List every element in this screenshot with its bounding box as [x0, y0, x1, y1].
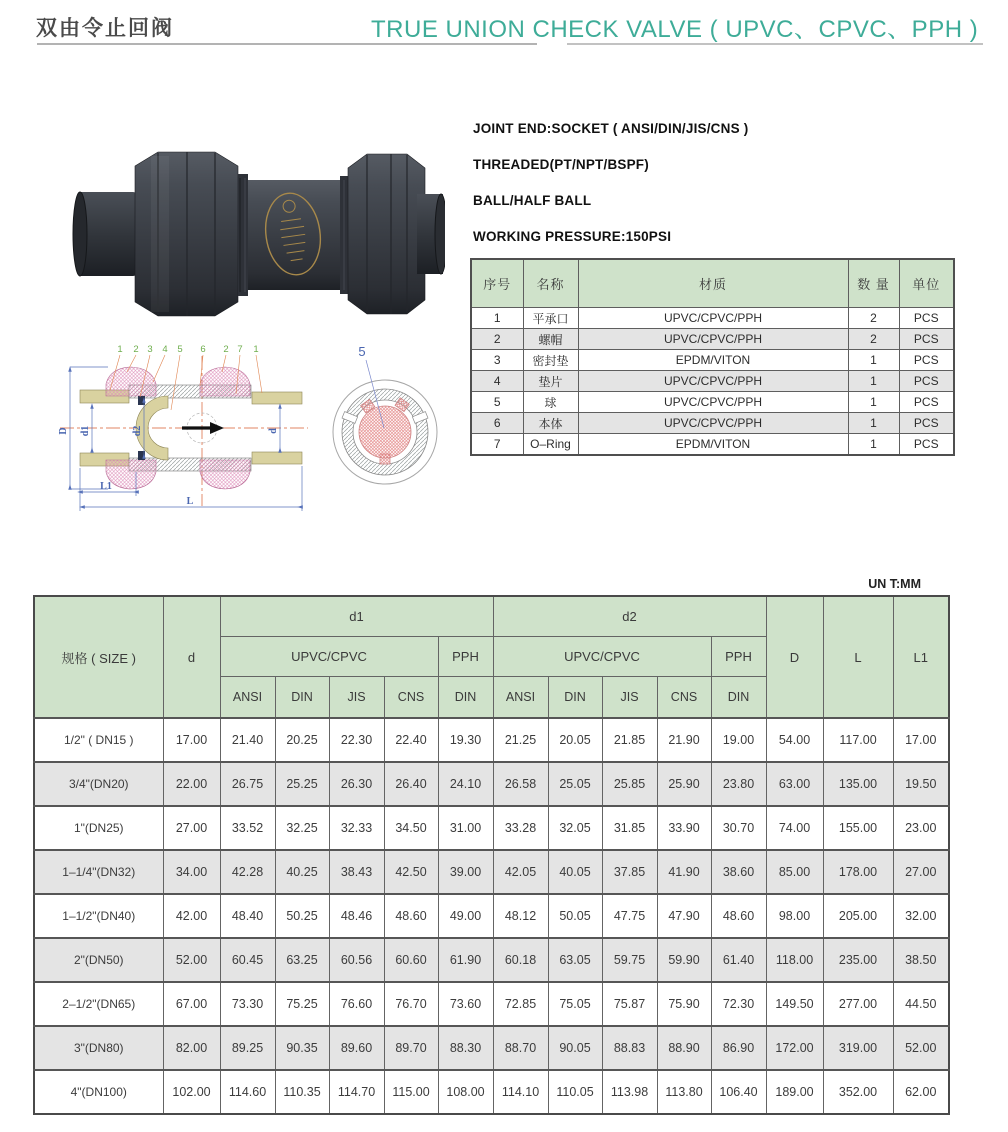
size-table-row-cell: 114.70	[329, 1070, 384, 1114]
size-table-row-cell: 1–1/4"(DN32)	[34, 850, 163, 894]
size-table-row-cell: 48.46	[329, 894, 384, 938]
parts-table-row-cell: UPVC/CPVC/PPH	[578, 392, 848, 413]
parts-table-row-cell: PCS	[899, 371, 954, 392]
std-ansi-d1: ANSI	[220, 677, 275, 719]
parts-table-row-cell: UPVC/CPVC/PPH	[578, 329, 848, 350]
size-table-row-cell: 38.50	[893, 938, 949, 982]
size-table-row-cell: 60.56	[329, 938, 384, 982]
size-table-row-cell: 118.00	[766, 938, 823, 982]
size-table-row-cell: 33.52	[220, 806, 275, 850]
size-table-row-cell: 48.60	[384, 894, 438, 938]
parts-table-row-cell: PCS	[899, 308, 954, 329]
size-table-row-cell: 75.90	[657, 982, 711, 1026]
dim-label-D: D	[58, 427, 69, 435]
std-din-pph-d2: DIN	[711, 677, 766, 719]
size-table-row-cell: 75.05	[548, 982, 602, 1026]
size-table-row-cell: 88.30	[438, 1026, 493, 1070]
size-table-row-cell: 34.50	[384, 806, 438, 850]
size-table-row-cell: 72.85	[493, 982, 548, 1026]
size-table-row-cell: 44.50	[893, 982, 949, 1026]
size-table-row-cell: 90.05	[548, 1026, 602, 1070]
std-ansi-d2: ANSI	[493, 677, 548, 719]
callout-3: 3	[147, 344, 153, 355]
parts-header-material: 材质	[578, 259, 848, 308]
size-table-row-cell: 277.00	[823, 982, 893, 1026]
size-table-row-cell: 59.75	[602, 938, 657, 982]
size-table-row-cell: 102.00	[163, 1070, 220, 1114]
std-cns-d1: CNS	[384, 677, 438, 719]
parts-table-row-cell: PCS	[899, 350, 954, 371]
size-table-row-cell: 3"(DN80)	[34, 1026, 163, 1070]
parts-table-row-cell: 2	[848, 329, 899, 350]
size-table-row-cell: 155.00	[823, 806, 893, 850]
size-table-row-cell: 62.00	[893, 1070, 949, 1114]
technical-drawing	[40, 340, 460, 520]
size-table-row-cell: 32.05	[548, 806, 602, 850]
size-table-row-cell: 88.70	[493, 1026, 548, 1070]
size-table-row-cell: 17.00	[893, 718, 949, 762]
size-table-row	[34, 1070, 949, 1114]
size-table-row-cell: 98.00	[766, 894, 823, 938]
size-table-row-cell: 54.00	[766, 718, 823, 762]
parts-table-row-cell: UPVC/CPVC/PPH	[578, 308, 848, 329]
parts-table-body	[471, 308, 954, 456]
size-table-row-cell: 60.45	[220, 938, 275, 982]
size-table-row-cell: 25.85	[602, 762, 657, 806]
size-table-row-cell: 1"(DN25)	[34, 806, 163, 850]
product-photo	[55, 98, 445, 338]
parts-table-row-cell: 本体	[523, 413, 578, 434]
callout-1a: 1	[117, 344, 123, 355]
size-header-size: 规格 ( SIZE )	[34, 596, 163, 718]
parts-table-row-cell: PCS	[899, 434, 954, 456]
size-table-row-cell: 75.25	[275, 982, 329, 1026]
size-header-L1: L1	[893, 596, 949, 718]
size-table-row-cell: 117.00	[823, 718, 893, 762]
size-table-row-cell: 82.00	[163, 1026, 220, 1070]
size-table-row-cell: 85.00	[766, 850, 823, 894]
size-table	[33, 595, 950, 1115]
callout-2a: 2	[133, 344, 139, 355]
size-table-row-cell: 114.60	[220, 1070, 275, 1114]
parts-header-unit: 单位	[899, 259, 954, 308]
size-header-upvc-d2: UPVC/CPVC	[493, 637, 711, 677]
parts-table-row-cell: 1	[848, 413, 899, 434]
parts-header-row	[471, 259, 954, 308]
size-table-row	[34, 762, 949, 806]
size-table-row	[34, 982, 949, 1026]
std-jis-d2: JIS	[602, 677, 657, 719]
size-table-row-cell: 72.30	[711, 982, 766, 1026]
parts-table-row-cell: 1	[848, 392, 899, 413]
size-table-row-cell: 21.40	[220, 718, 275, 762]
dim-label-d: d	[268, 428, 279, 434]
size-table-row-cell: 26.75	[220, 762, 275, 806]
size-table-row-cell: 61.40	[711, 938, 766, 982]
size-table-row-cell: 1/2" ( DN15 )	[34, 718, 163, 762]
size-table-row-cell: 32.25	[275, 806, 329, 850]
size-table-row-cell: 52.00	[893, 1026, 949, 1070]
parts-table-row-cell: 4	[471, 371, 523, 392]
size-table-row-cell: 73.30	[220, 982, 275, 1026]
parts-table-row-cell: 球	[523, 392, 578, 413]
size-table-row-cell: 40.25	[275, 850, 329, 894]
parts-table-row-cell: 2	[471, 329, 523, 350]
size-table-row-cell: 73.60	[438, 982, 493, 1026]
size-table-row-cell: 75.87	[602, 982, 657, 1026]
size-table-row-cell: 23.80	[711, 762, 766, 806]
size-table-row-cell: 63.25	[275, 938, 329, 982]
size-header-pph-d1: PPH	[438, 637, 493, 677]
size-table-row-cell: 33.28	[493, 806, 548, 850]
size-table-row-cell: 61.90	[438, 938, 493, 982]
size-table-row-cell: 48.60	[711, 894, 766, 938]
cross-section-view	[58, 344, 308, 511]
size-header-pph-d2: PPH	[711, 637, 766, 677]
size-table-row	[34, 1026, 949, 1070]
size-table-row	[34, 894, 949, 938]
parts-table-row	[471, 392, 954, 413]
spec-line-pressure: WORKING PRESSURE:150PSI	[473, 229, 672, 244]
size-table-row-cell: 2–1/2"(DN65)	[34, 982, 163, 1026]
size-table-row-cell: 189.00	[766, 1070, 823, 1114]
parts-table-row-cell: O–Ring	[523, 434, 578, 456]
parts-table	[470, 258, 955, 456]
size-table-row-cell: 89.60	[329, 1026, 384, 1070]
size-table-row-cell: 22.40	[384, 718, 438, 762]
size-table-row-cell: 74.00	[766, 806, 823, 850]
size-table-row-cell: 88.83	[602, 1026, 657, 1070]
title-underline-right	[567, 43, 983, 45]
parts-table-row-cell: 螺帽	[523, 329, 578, 350]
size-table-row-cell: 42.28	[220, 850, 275, 894]
size-table-row-cell: 50.25	[275, 894, 329, 938]
size-header-d1: d1	[220, 596, 493, 637]
size-table-row-cell: 22.30	[329, 718, 384, 762]
size-table-row-cell: 48.40	[220, 894, 275, 938]
size-table-row-cell: 32.00	[893, 894, 949, 938]
parts-table-row-cell: 2	[848, 308, 899, 329]
size-table-row-cell: 41.90	[657, 850, 711, 894]
size-table-row-cell: 42.00	[163, 894, 220, 938]
parts-table-row	[471, 350, 954, 371]
size-header-upvc-d1: UPVC/CPVC	[220, 637, 438, 677]
size-table-row-cell: 319.00	[823, 1026, 893, 1070]
size-table-row-cell: 32.33	[329, 806, 384, 850]
parts-table-row-cell: UPVC/CPVC/PPH	[578, 413, 848, 434]
size-table-row-cell: 30.70	[711, 806, 766, 850]
size-table-row-cell: 31.00	[438, 806, 493, 850]
size-table-row-cell: 25.25	[275, 762, 329, 806]
size-table-row-cell: 38.43	[329, 850, 384, 894]
size-table-row-cell: 113.80	[657, 1070, 711, 1114]
size-table-row-cell: 63.05	[548, 938, 602, 982]
size-table-row-cell: 172.00	[766, 1026, 823, 1070]
size-table-row-cell: 20.25	[275, 718, 329, 762]
size-table-row-cell: 37.85	[602, 850, 657, 894]
size-table-row-cell: 1–1/2"(DN40)	[34, 894, 163, 938]
size-table-row-cell: 21.25	[493, 718, 548, 762]
size-table-row-cell: 24.10	[438, 762, 493, 806]
size-table-row-cell: 48.12	[493, 894, 548, 938]
unit-note: UN T:MM	[868, 577, 921, 591]
size-table-row-cell: 113.98	[602, 1070, 657, 1114]
size-table-row-cell: 47.75	[602, 894, 657, 938]
end-view	[333, 344, 437, 484]
parts-table-row	[471, 329, 954, 350]
size-table-row-cell: 205.00	[823, 894, 893, 938]
parts-table-row-cell: 3	[471, 350, 523, 371]
parts-table-row-cell: 平承口	[523, 308, 578, 329]
size-table-row-cell: 89.70	[384, 1026, 438, 1070]
spec-line-ball: BALL/HALF BALL	[473, 193, 592, 208]
callout-4: 4	[162, 344, 168, 355]
parts-table-row-cell: 1	[848, 350, 899, 371]
parts-table-row-cell: PCS	[899, 392, 954, 413]
std-din-d2: DIN	[548, 677, 602, 719]
parts-table-row-cell: PCS	[899, 329, 954, 350]
callout-2b: 2	[223, 344, 229, 355]
size-table-row-cell: 76.70	[384, 982, 438, 1026]
size-header-D: D	[766, 596, 823, 718]
parts-table-row-cell: PCS	[899, 413, 954, 434]
dim-label-L: L	[186, 496, 194, 507]
size-table-row	[34, 718, 949, 762]
size-table-row-cell: 21.90	[657, 718, 711, 762]
parts-header-no: 序号	[471, 259, 523, 308]
size-table-row-cell: 38.60	[711, 850, 766, 894]
size-table-row-cell: 50.05	[548, 894, 602, 938]
size-table-row-cell: 19.00	[711, 718, 766, 762]
size-table-row-cell: 235.00	[823, 938, 893, 982]
spec-line-threaded: THREADED(PT/NPT/BSPF)	[473, 157, 649, 172]
parts-header-name: 名称	[523, 259, 578, 308]
parts-table-row-cell: 密封垫	[523, 350, 578, 371]
page-title-chinese: 双由令止回阀	[36, 17, 174, 40]
size-table-row-cell: 49.00	[438, 894, 493, 938]
callout-5: 5	[177, 344, 183, 355]
callout-1b: 1	[253, 344, 259, 355]
size-table-row-cell: 88.90	[657, 1026, 711, 1070]
size-table-row-cell: 39.00	[438, 850, 493, 894]
size-table-row-cell: 26.58	[493, 762, 548, 806]
size-header-L: L	[823, 596, 893, 718]
parts-header-qty: 数 量	[848, 259, 899, 308]
size-table-row-cell: 19.50	[893, 762, 949, 806]
size-table-row-cell: 27.00	[893, 850, 949, 894]
size-table-body	[34, 718, 949, 1114]
parts-table-row	[471, 371, 954, 392]
parts-table-row-cell: EPDM/VITON	[578, 350, 848, 371]
parts-table-row-cell: 1	[471, 308, 523, 329]
size-table-row-cell: 108.00	[438, 1070, 493, 1114]
std-din-pph-d1: DIN	[438, 677, 493, 719]
size-table-row-cell: 89.25	[220, 1026, 275, 1070]
size-table-row-cell: 31.85	[602, 806, 657, 850]
std-jis-d1: JIS	[329, 677, 384, 719]
parts-table-row-cell: 7	[471, 434, 523, 456]
size-table-row-cell: 26.40	[384, 762, 438, 806]
size-table-row-cell: 110.35	[275, 1070, 329, 1114]
size-table-row-cell: 178.00	[823, 850, 893, 894]
size-table-row-cell: 25.05	[548, 762, 602, 806]
size-table-row-cell: 60.18	[493, 938, 548, 982]
size-table-row-cell: 110.05	[548, 1070, 602, 1114]
parts-table-row-cell: 5	[471, 392, 523, 413]
size-table-row	[34, 806, 949, 850]
size-table-row-cell: 63.00	[766, 762, 823, 806]
size-table-row	[34, 850, 949, 894]
std-cns-d2: CNS	[657, 677, 711, 719]
size-table-row-cell: 114.10	[493, 1070, 548, 1114]
size-table-row-cell: 135.00	[823, 762, 893, 806]
size-table-row-cell: 90.35	[275, 1026, 329, 1070]
size-table-row-cell: 17.00	[163, 718, 220, 762]
size-table-row-cell: 19.30	[438, 718, 493, 762]
size-table-row-cell: 106.40	[711, 1070, 766, 1114]
valve-photo-illustration	[73, 152, 445, 316]
size-table-row-cell: 4"(DN100)	[34, 1070, 163, 1114]
parts-table-row-cell: 垫片	[523, 371, 578, 392]
size-table-row-cell: 20.05	[548, 718, 602, 762]
size-table-row-cell: 27.00	[163, 806, 220, 850]
size-table-row-cell: 60.60	[384, 938, 438, 982]
parts-table-row	[471, 434, 954, 456]
size-table-row-cell: 86.90	[711, 1026, 766, 1070]
callout-7: 7	[237, 344, 243, 355]
size-table-row-cell: 352.00	[823, 1070, 893, 1114]
size-table-row-cell: 22.00	[163, 762, 220, 806]
spec-line-joint-end: JOINT END:SOCKET ( ANSI/DIN/JIS/CNS )	[473, 121, 749, 136]
parts-table-row	[471, 308, 954, 329]
size-header-d: d	[163, 596, 220, 718]
size-header-d2: d2	[493, 596, 766, 637]
size-table-row-cell: 34.00	[163, 850, 220, 894]
size-table-row-cell: 115.00	[384, 1070, 438, 1114]
size-table-row-cell: 26.30	[329, 762, 384, 806]
size-table-row-cell: 21.85	[602, 718, 657, 762]
parts-table-row-cell: 1	[848, 371, 899, 392]
parts-table-row	[471, 413, 954, 434]
size-table-row-cell: 59.90	[657, 938, 711, 982]
size-table-row-cell: 67.00	[163, 982, 220, 1026]
parts-table-row-cell: UPVC/CPVC/PPH	[578, 371, 848, 392]
size-table-row-cell: 2"(DN50)	[34, 938, 163, 982]
size-table-row-cell: 25.90	[657, 762, 711, 806]
size-table-row-cell: 23.00	[893, 806, 949, 850]
parts-table-row-cell: 6	[471, 413, 523, 434]
size-table-row-cell: 3/4"(DN20)	[34, 762, 163, 806]
size-table-row-cell: 33.90	[657, 806, 711, 850]
parts-table-row-cell: 1	[848, 434, 899, 456]
size-table-row-cell: 42.50	[384, 850, 438, 894]
parts-table-row-cell: EPDM/VITON	[578, 434, 848, 456]
dim-label-d2: d2	[132, 425, 143, 437]
size-table-row-cell: 52.00	[163, 938, 220, 982]
size-table-row-cell: 76.60	[329, 982, 384, 1026]
size-header-row-groups	[34, 596, 949, 637]
size-table-row-cell: 149.50	[766, 982, 823, 1026]
size-table-row	[34, 938, 949, 982]
dim-label-d1: d1	[80, 425, 91, 437]
end-view-callout-5: 5	[358, 344, 366, 359]
size-table-row-cell: 40.05	[548, 850, 602, 894]
std-din-d1: DIN	[275, 677, 329, 719]
callout-6: 6	[200, 344, 206, 355]
size-table-row-cell: 42.05	[493, 850, 548, 894]
size-table-row-cell: 47.90	[657, 894, 711, 938]
dim-label-L1: L1	[100, 481, 112, 492]
page-title-english: TRUE UNION CHECK VALVE ( UPVC、CPVC、PPH )	[371, 16, 979, 43]
